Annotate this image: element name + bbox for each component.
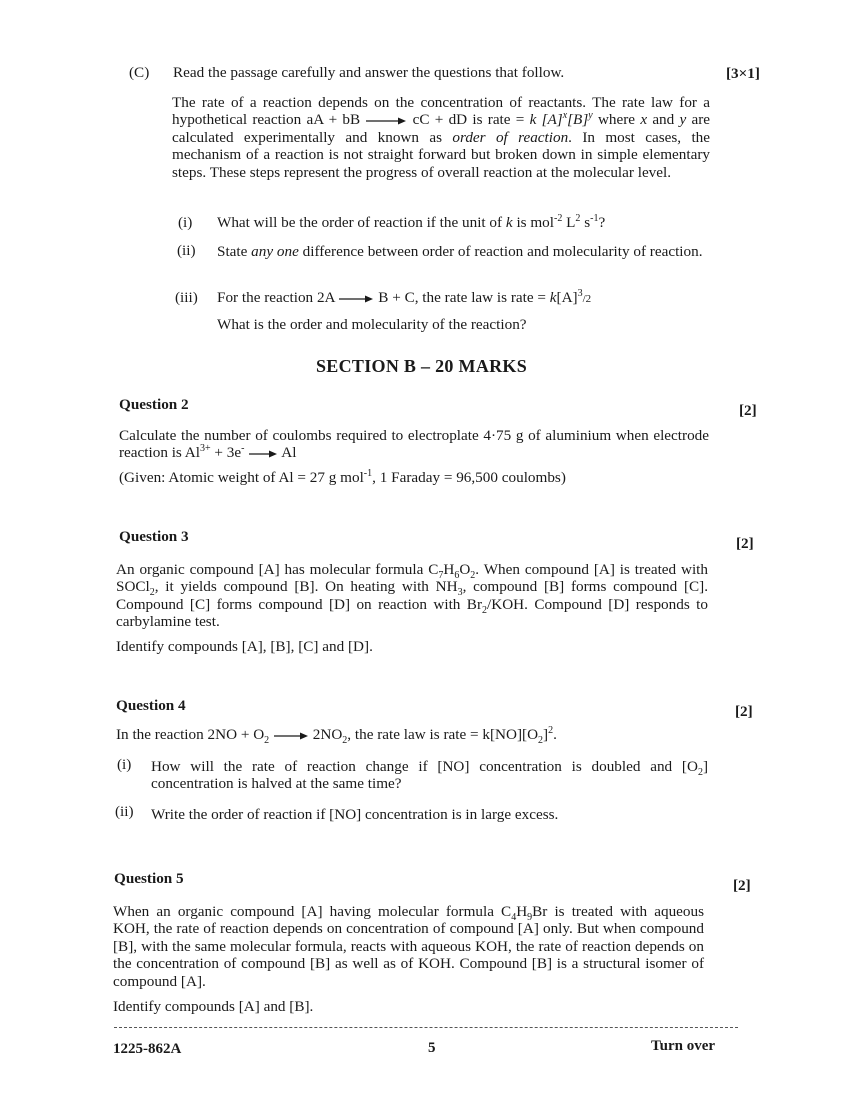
question-2-given: (Given: Atomic weight of Al = 27 g mol$^{-1}$, 1 Faraday = 96,500 coulombs) <box>119 467 566 486</box>
part-c-q3-label: (iii) <box>175 289 198 306</box>
question-4-marks: [2] <box>735 703 753 720</box>
question-4-i-label: (i) <box>117 756 132 773</box>
question-3-marks: [2] <box>736 535 754 552</box>
question-3-title: Question 3 <box>119 528 189 545</box>
reaction-arrow-icon <box>273 731 309 741</box>
part-c-q2-text: State any one difference between order of reaction and molecularity of reaction. <box>217 243 703 260</box>
reaction-arrow-icon <box>248 449 278 459</box>
question-3-identify: Identify compounds [A], [B], [C] and [D]. <box>116 638 373 655</box>
question-4-reaction: In the reaction $2NO + O_2$ $2NO_2$, the rate law is rate = $k[NO][O_2]^2$. <box>116 724 557 747</box>
footer-page-number: 5 <box>428 1040 436 1056</box>
section-b-heading: SECTION B – 20 MARKS <box>316 356 528 376</box>
question-4-title: Question 4 <box>116 697 186 714</box>
question-2-marks: [2] <box>739 402 757 419</box>
question-2-body: Calculate the number of coulombs required to electroplate 4·75 g of aluminium when electrode reaction is $Al^{3+} + 3e^-$ Al <box>119 427 709 462</box>
part-c-label: (C) <box>129 64 150 81</box>
part-c-q2-label: (ii) <box>177 242 196 259</box>
part-c-instruction: Read the passage carefully and answer the questions that follow. <box>173 64 565 81</box>
part-c-q1-text: What will be the order of reaction if the unit of k is mol$^{-2}$ $L^2$ $s^{-1}$? <box>217 212 606 231</box>
question-5-title: Question 5 <box>114 870 184 887</box>
question-5-body: When an organic compound [A] having molecular formula $C_4H_9Br$ is treated with aqueous KOH, the rate of reaction depends on concentration of compound [A] only. But when compound [B], with the same molecular formula, reacts with aqueous KOH, the rate of reaction depends on the concentration of compound [B] as well as of KOH. Compound [B] is a structural isomer of compound [A]. <box>113 903 705 990</box>
part-c-q3-line2: What is the order and molecularity of the reaction? <box>217 316 527 333</box>
part-c-marks: [3×1] <box>726 65 760 82</box>
footer-paper-code: 1225-862A <box>113 1041 182 1057</box>
question-5-identify: Identify compounds [A] and [B]. <box>113 998 314 1015</box>
reaction-arrow-icon <box>338 294 374 304</box>
footer-divider <box>114 1027 738 1028</box>
question-3-body: An organic compound [A] has molecular formula $C_7H_6O_2$. When compound [A] is treated with SOCl$_2$, it yields compound [B]. On heating with $NH_3$, compound [B] forms compound [C]. Compound [C] forms compound [D] on reaction with $Br_2$/KOH. Compound [D] responds to carbylamine test. <box>116 561 709 631</box>
question-4-ii-text: Write the order of reaction if [NO] concentration is in large excess. <box>151 806 559 823</box>
question-4-ii-label: (ii) <box>115 803 134 820</box>
question-4-i-text: How will the rate of reaction change if [NO] concentration is doubled and $[O_2]$ concentration is halved at the same time? <box>151 758 708 793</box>
part-c-passage: The rate of a reaction depends on the concentration of reactants. The rate law for a hypothetical reaction aA + bB cC + dD is rate = k $[A]^x[B]^y$ where x and y are calculated experimentally and known as order of reaction. In most cases, the mechanism of a reaction is not straight forward but broken down in simple elementary steps. These steps represent the progress of overall reaction at the molecular level. <box>172 94 711 181</box>
question-2-title: Question 2 <box>119 396 189 413</box>
part-c-q3-text: For the reaction 2A B + C, the rate law is rate = $k[A]^3/2$ <box>217 287 592 306</box>
reaction-arrow-icon <box>365 116 407 126</box>
question-5-marks: [2] <box>733 877 751 894</box>
footer-turn-over: Turn over <box>651 1038 716 1054</box>
part-c-q1-label: (i) <box>178 214 193 231</box>
